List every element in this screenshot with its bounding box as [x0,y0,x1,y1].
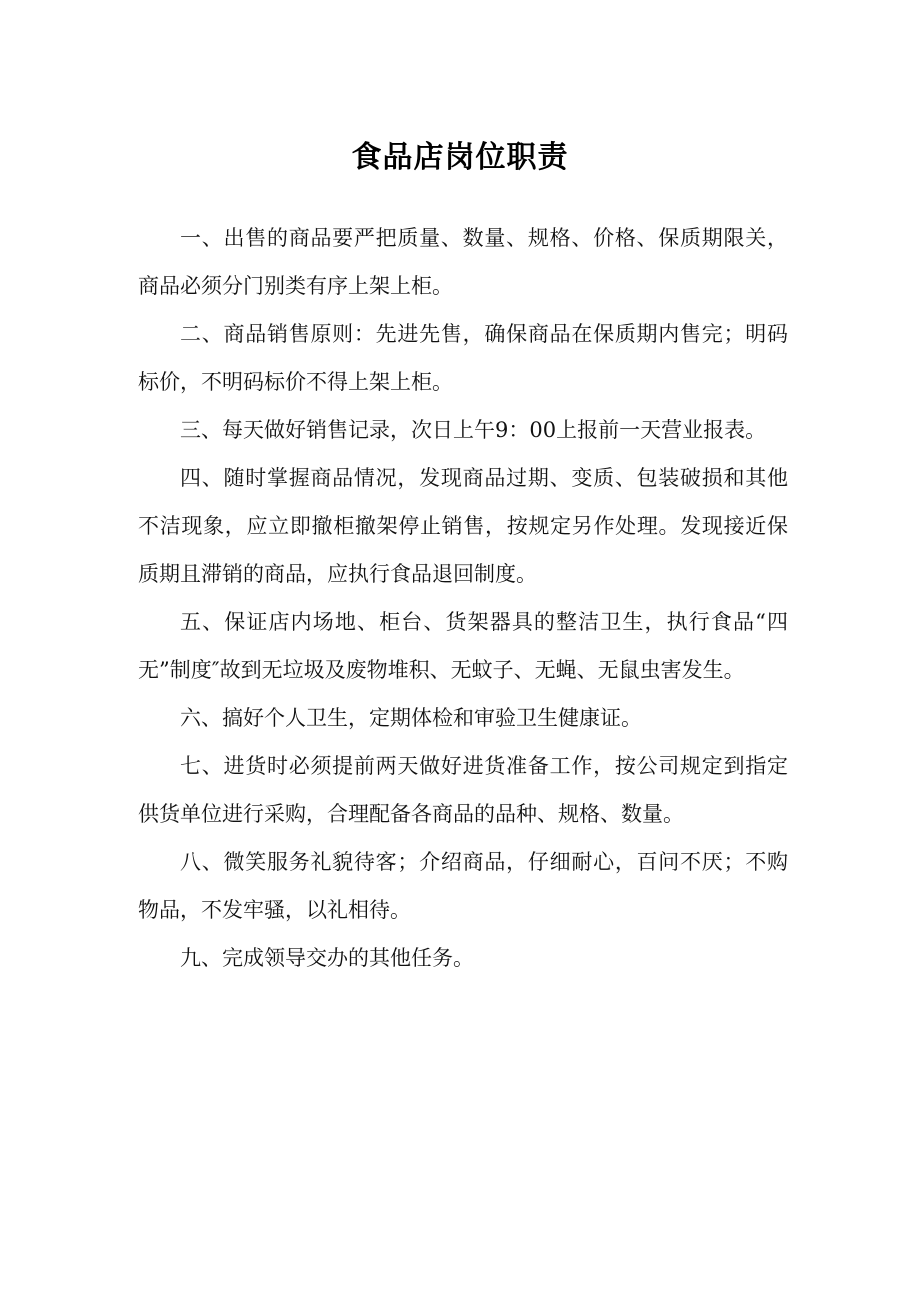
duty-paragraph-9: 九、完成领导交办的其他任务。 [180,946,474,970]
document-body [138,214,788,982]
duty-paragraph-1: 一、出售的商品要严把质量、数量、规格、价格、保质期限关，商品必须分门别类有序上架上柜。 [138,226,788,298]
duty-paragraph-3: 三、每天做好销售记录，次日上午9：00上报前一天营业报表。 [180,418,767,442]
duty-paragraph-2: 二、商品销售原则：先进先售，确保商品在保质期内售完；明码标价，不明码标价不得上架上柜。 [138,322,788,394]
duty-paragraph-5: 五、保证店内场地、柜台、货架器具的整洁卫生，执行食品“四无”制度″故到无垃圾及废物堆积、无蚊子、无蝇、无鼠虫害发生。 [138,610,788,682]
duty-paragraph-4: 四、随时掌握商品情况，发现商品过期、变质、包装破损和其他不洁现象，应立即撤柜撤架停止销售，按规定另作处理。发现接近保质期且滞销的商品，应执行食品退回制度。 [138,466,788,586]
duty-paragraph-6: 六、搞好个人卫生，定期体检和审验卫生健康证。 [180,706,642,730]
duty-paragraph-7: 七、进货时必须提前两天做好进货准备工作，按公司规定到指定供货单位进行采购，合理配备各商品的品种、规格、数量。 [138,754,788,826]
duty-paragraph-8: 八、微笑服务礼貌待客；介绍商品，仔细耐心，百问不厌；不购物品，不发牢骚，以礼相待。 [138,850,788,922]
document-title: 食品店岗位职责 [351,140,569,175]
